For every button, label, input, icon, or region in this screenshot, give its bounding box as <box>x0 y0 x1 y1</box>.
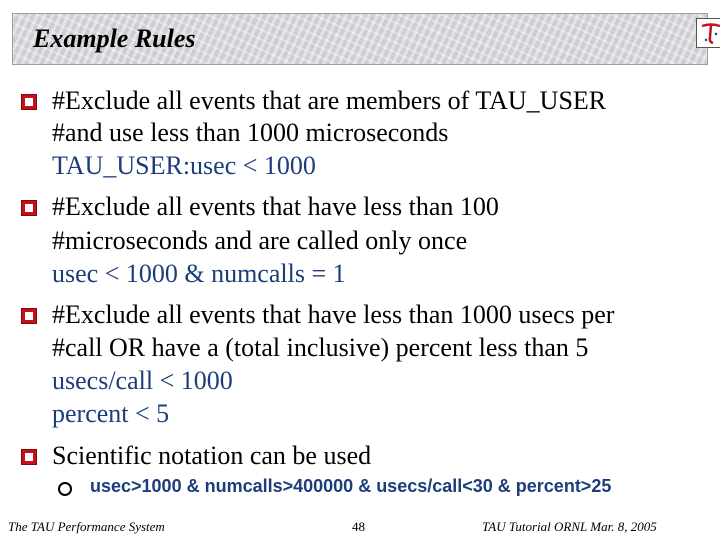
footer-left: The TAU Performance System <box>8 519 165 534</box>
page-number: 48 <box>352 519 365 534</box>
title-bar <box>12 13 708 65</box>
bullet-1-line-1: #Exclude all events that are members of TAU_USER <box>52 86 607 115</box>
square-bullet-icon <box>21 449 37 465</box>
tau-logo-icon <box>696 18 720 48</box>
bullet-3-line-2: #call OR have a (total inclusive) percent less than 5 <box>52 333 589 362</box>
bullet-1-rule: TAU_USER:usec < 1000 <box>52 151 316 180</box>
square-bullet-icon <box>21 94 37 110</box>
sub-bullet-text: usec>1000 & numcalls>400000 & usecs/call<30 & percent>25 <box>90 476 612 496</box>
bullet-3-line-1: #Exclude all events that have less than 1000 usecs per <box>52 300 615 329</box>
bullet-2-line-2: #microseconds and are called only once <box>52 226 468 255</box>
footer-right: TAU Tutorial ORNL Mar. 8, 2005 <box>482 519 657 534</box>
bullet-2-line-1: #Exclude all events that have less than 100 <box>52 192 499 221</box>
bullet-3-rule-2: percent < 5 <box>52 399 170 428</box>
bullet-1-line-2: #and use less than 1000 microseconds <box>52 118 449 147</box>
slide-title: Example Rules <box>33 24 196 53</box>
square-bullet-icon <box>21 200 37 216</box>
bullet-2-rule: usec < 1000 & numcalls = 1 <box>52 259 346 288</box>
bullet-4-line-1: Scientific notation can be used <box>52 441 372 470</box>
circle-bullet-icon <box>58 482 72 496</box>
bullet-3-rule-1: usecs/call < 1000 <box>52 366 233 395</box>
square-bullet-icon <box>21 308 37 324</box>
